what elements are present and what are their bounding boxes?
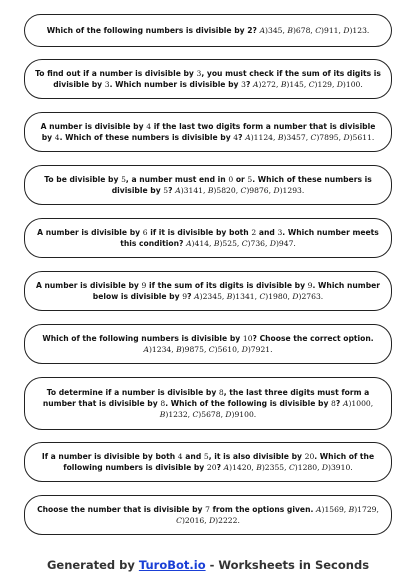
math-number: )525, <box>219 239 242 248</box>
math-number: )3457, <box>283 133 311 142</box>
question-text-segment: , you must check if the sum of its digits is divisible by <box>53 69 381 89</box>
question-text-segment: ? <box>238 133 246 142</box>
option-letter: C <box>308 80 315 89</box>
question-text-segment: To find out if a number is divisible by <box>35 69 197 78</box>
math-number: 6 <box>142 228 148 237</box>
footer <box>0 558 416 572</box>
question-text-segment: ? <box>245 80 254 89</box>
footer-suffix: - Worksheets in Seconds <box>205 558 370 572</box>
math-number: )3141, <box>180 186 208 195</box>
question-box <box>24 324 392 364</box>
question-text-segment: . Which number meets this condition? <box>120 228 379 248</box>
question-box <box>24 271 392 311</box>
question-text <box>35 504 381 526</box>
option-letter: D <box>241 345 248 354</box>
question-text-segment: A number is divisible by <box>35 281 142 290</box>
math-number: )2016, <box>181 516 210 525</box>
option-letter: C <box>315 26 322 35</box>
footer-prefix: Generated by <box>46 558 139 572</box>
math-number: )345, <box>265 26 288 35</box>
question-text-segment: . Which of the following is divisible by <box>165 399 332 408</box>
math-number: )9876, <box>246 186 274 195</box>
option-letter: A <box>223 463 230 472</box>
math-number: )7895, <box>316 133 344 142</box>
math-number: 5 <box>203 452 209 461</box>
math-number: )9875, <box>181 345 209 354</box>
question-text <box>47 25 370 36</box>
option-letter: A <box>253 80 259 89</box>
question-text <box>35 227 381 249</box>
option-letter: A <box>316 505 322 514</box>
math-number: )1280, <box>294 463 322 472</box>
math-number: 7 <box>205 505 210 514</box>
math-number: )1341, <box>232 292 260 301</box>
math-number: 8 <box>218 388 224 397</box>
question-text-segment: ? <box>216 463 224 472</box>
option-letter: D <box>269 239 276 248</box>
option-letter: B <box>226 292 233 301</box>
math-number: )272, <box>258 80 281 89</box>
math-number: )911, <box>321 26 344 35</box>
question-text-segment: A number is divisible by <box>40 122 147 131</box>
option-letter: D <box>292 292 299 301</box>
option-letter: C <box>310 133 317 142</box>
math-number: )1569, <box>321 505 349 514</box>
math-number: )129, <box>314 80 337 89</box>
math-number: 9 <box>307 281 313 290</box>
question-text-segment: and <box>256 228 278 237</box>
question-text <box>35 387 381 420</box>
math-number: )1234, <box>148 345 177 354</box>
math-number: )736, <box>247 239 270 248</box>
math-number: )5610, <box>214 345 242 354</box>
option-letter: A <box>186 239 192 248</box>
question-box <box>24 112 392 152</box>
math-number: 3 <box>277 228 283 237</box>
math-number: )414, <box>191 239 214 248</box>
question-text-segment: Which of the following numbers is divisible by 2? <box>46 26 260 35</box>
math-number: )1420, <box>229 463 257 472</box>
question-text-segment: ? <box>335 399 343 408</box>
math-number: )1980, <box>265 292 293 301</box>
option-letter: C <box>241 239 248 248</box>
math-number: )1124, <box>250 133 278 142</box>
math-number: 5 <box>163 186 169 195</box>
question-box <box>24 218 392 258</box>
question-text-segment: ? <box>187 292 195 301</box>
math-number: )2355, <box>261 463 289 472</box>
question-text <box>35 451 381 473</box>
math-number: )5611. <box>349 133 375 142</box>
question-text-segment: . Which of these numbers is divisible by <box>59 133 234 142</box>
option-letter: B <box>207 186 214 195</box>
option-letter: B <box>348 505 355 514</box>
question-text-segment: If a number is divisible by both <box>41 452 178 461</box>
option-letter: B <box>287 26 293 35</box>
math-number: )3910. <box>328 463 353 472</box>
question-text <box>35 333 381 355</box>
option-letter: D <box>209 516 216 525</box>
option-letter: D <box>336 80 343 89</box>
math-number: )9100. <box>231 410 257 419</box>
question-text-segment: and <box>182 452 204 461</box>
question-text <box>35 68 381 90</box>
math-number: )1729, <box>354 505 379 514</box>
math-number: 20 <box>304 452 315 461</box>
math-number: 4 <box>177 452 183 461</box>
math-number: 2 <box>251 228 257 237</box>
option-letter: D <box>273 186 280 195</box>
math-number: 10 <box>242 334 253 343</box>
math-number: 4 <box>146 122 152 131</box>
question-box <box>24 14 392 47</box>
question-text-segment: Choose the number that is divisible by <box>37 505 206 514</box>
option-letter: A <box>342 399 349 408</box>
question-text-segment: . Which of these numbers is divisible by <box>111 175 372 195</box>
math-number: 20 <box>206 463 217 472</box>
question-text <box>35 121 381 143</box>
option-letter: C <box>208 345 215 354</box>
math-number: 0 <box>228 175 234 184</box>
math-number: )2222. <box>215 516 240 525</box>
question-text <box>35 174 381 196</box>
math-number: 9 <box>141 281 147 290</box>
option-letter: D <box>225 410 232 419</box>
question-text <box>35 280 381 302</box>
math-number: )947. <box>275 239 296 248</box>
question-box <box>24 495 392 535</box>
question-text-segment: ? <box>168 186 176 195</box>
option-letter: B <box>159 410 166 419</box>
math-number: 8 <box>331 399 336 408</box>
question-text-segment: if it is divisible by both <box>147 228 252 237</box>
math-number: )1000, <box>348 399 374 408</box>
option-letter: A <box>194 292 200 301</box>
question-box <box>24 442 392 482</box>
option-letter: A <box>175 186 181 195</box>
question-text-segment: if the last two digits form a number that is divisible by <box>41 122 376 142</box>
option-letter: C <box>259 292 266 301</box>
math-number: )123. <box>349 26 370 35</box>
question-text-segment: . Which number below is divisible by <box>92 281 381 301</box>
math-number: )100. <box>342 80 363 89</box>
option-letter: C <box>288 463 295 472</box>
question-text-segment: , it is also divisible by <box>208 452 305 461</box>
math-number: )2345, <box>199 292 227 301</box>
option-letter: B <box>176 345 182 354</box>
math-number: 5 <box>247 175 253 184</box>
option-letter: A <box>259 26 266 35</box>
option-letter: C <box>176 516 182 525</box>
option-letter: A <box>245 133 251 142</box>
math-number: )5820, <box>213 186 241 195</box>
question-text-segment: . Which of the following numbers is divisible by <box>63 452 375 472</box>
question-text-segment: , a number must end in <box>125 175 229 184</box>
math-number: )1293. <box>279 186 305 195</box>
question-text-segment: . Which number is divisible by <box>109 80 242 89</box>
option-letter: D <box>343 133 350 142</box>
question-text-segment: , the last three digits must form a number that is divisible by <box>42 388 370 408</box>
question-text-segment: from the options given. <box>209 505 317 514</box>
math-number: 8 <box>160 399 166 408</box>
math-number: 3 <box>104 80 110 89</box>
option-letter: B <box>277 133 284 142</box>
question-text-segment: Which of the following numbers is divisible by <box>42 334 243 343</box>
math-number: 3 <box>196 69 202 78</box>
math-number: 9 <box>182 292 188 301</box>
question-text-segment: A number is divisible by <box>37 228 143 237</box>
math-number: 4 <box>233 133 239 142</box>
math-number: )7921. <box>247 345 273 354</box>
question-box <box>24 165 392 205</box>
math-number: )2763. <box>298 292 324 301</box>
option-letter: D <box>343 26 350 35</box>
math-number: 3 <box>241 80 246 89</box>
math-number: )5678, <box>198 410 226 419</box>
math-number: 5 <box>121 175 126 184</box>
math-number: )1232, <box>165 410 193 419</box>
math-number: 4 <box>54 133 60 142</box>
option-letter: A <box>143 345 149 354</box>
option-letter: C <box>240 186 247 195</box>
math-number: )145, <box>286 80 309 89</box>
option-letter: B <box>256 463 262 472</box>
question-box <box>24 59 392 99</box>
option-letter: D <box>321 463 328 472</box>
option-letter: C <box>192 410 199 419</box>
math-number: )678, <box>292 26 316 35</box>
question-text-segment: ? Choose the correct option. <box>252 334 374 343</box>
question-text-segment: if the sum of its digits is divisible by <box>146 281 308 290</box>
question-box <box>24 377 392 430</box>
option-letter: B <box>213 239 220 248</box>
question-text-segment: or <box>233 175 248 184</box>
question-text-segment: To be divisible by <box>44 175 122 184</box>
option-letter: B <box>280 80 287 89</box>
question-text-segment: To determine if a number is divisible by <box>46 388 219 397</box>
turobot-link[interactable]: TuroBot.io <box>138 558 206 572</box>
